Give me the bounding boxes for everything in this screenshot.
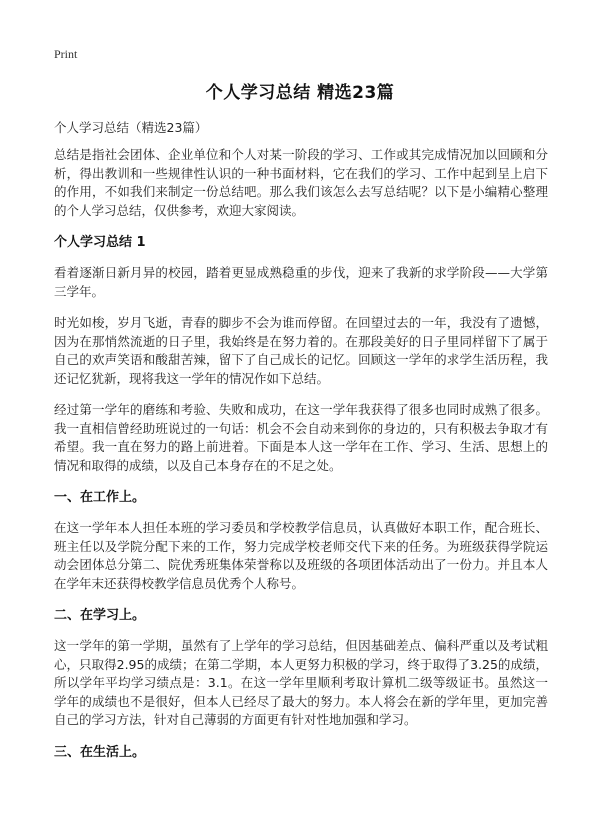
heading-study: 二、在学习上。 — [54, 608, 146, 623]
page-title: 个人学习总结 精选23篇 — [205, 83, 395, 103]
article-subtitle: 个人学习总结（精选23篇） — [54, 120, 208, 135]
heading-life: 三、在生活上。 — [54, 744, 146, 760]
paragraph-review: 时光如梭，岁月飞逝，青春的脚步不会为谁而停留。在回望过去的一年，我没有了遗憾，因为在那悄然流逝的日子里，我始终是在努力着的。在那段美好的日子里同样留下了属于自己的欢声笑语和酸甜苦辣，留下了自己成长的记忆。回顾这一学年的求学生活历程，我还记忆犹新，现将我这一学年的情况作如下总结。 — [54, 315, 548, 386]
paragraph-overview: 经过第一学年的磨练和考验、失败和成功，在这一学年我获得了很多也同时成熟了很多。我一直相信曾经助班说过的一句话：机会不会自动来到你的身边的，只有积极去争取才有希望。我一直在努力的路上前进着。下面是本人这一学年在工作、学习、生活、思想上的情况和取得的成绩，以及自己本身存在的不足之处。 — [54, 402, 548, 473]
paragraph-work: 在这一学年本人担任本班的学习委员和学校教学信息员，认真做好本职工作，配合班长、班主任以及学院分配下来的工作，努力完成学校老师交代下来的任务。为班级获得学院运动会团体总分第二、院优秀班集体荣誉称以及班级的各项团体活动出了一份力。并且本人在学年末还获得校教学信息员优秀个人称号。 — [54, 520, 548, 591]
section-heading-1: 个人学习总结 1 — [54, 235, 146, 250]
article-body — [54, 118, 548, 774]
print-link[interactable]: Print — [54, 47, 78, 61]
paragraph-study: 这一学年的第一学期，虽然有了上学年的学习总结，但因基础差点、偏科严重以及考试粗心，只取得2.95的成绩；在第二学期，本人更努力积极的学习，终于取得了3.25的成绩，所以学年平均学习绩点是：3.1。在这一学年里顺利考取计算机二级等级证书。虽然这一学年的成绩也不是很好，但本人已经尽了最大的努力。本人将会在新的学年里，更加完善自己的学习方法，针对自己薄弱的方面更有针对性地加强和学习。 — [54, 638, 548, 727]
intro-paragraph: 总结是指社会团体、企业单位和个人对某一阶段的学习、工作或其完成情况加以回顾和分析，得出教训和一些规律性认识的一种书面材料，它在我们的学习、工作中起到呈上启下的作用，不如我们来制定一份总结吧。那么我们该怎么去写总结呢？以下是小编精心整理的个人学习总结，仅供参考，欢迎大家阅读。 — [54, 147, 548, 218]
heading-work: 一、在工作上。 — [54, 490, 146, 505]
paragraph-opening: 看着逐渐日新月异的校园，踏着更显成熟稳重的步伐，迎来了我新的求学阶段——大学第三学年。 — [54, 265, 548, 299]
